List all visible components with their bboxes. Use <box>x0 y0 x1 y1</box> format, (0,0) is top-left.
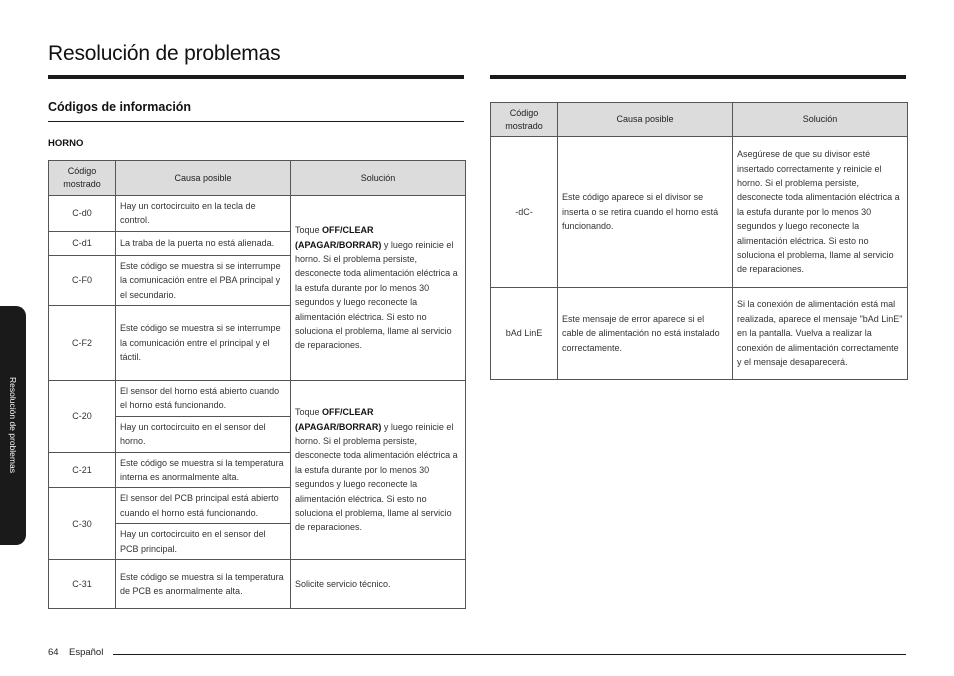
solution-text: y luego reinicie el horno. Si el problema persiste, desconecte toda alimentación eléctrica a la estufa durante por lo menos 30 segundos y luego reconecte la alimentación eléctrica. Si esto no soluciona el problema, llame al servicio de reparaciones. <box>295 239 458 351</box>
solution-key-name: OFF/CLEAR (APAGAR/BORRAR) <box>295 225 382 250</box>
code-cell: C-21 <box>49 452 116 488</box>
table-row <box>49 560 466 609</box>
table-row <box>49 196 466 232</box>
cause-cell: Este código se muestra si se interrumpe la comunicación entre el principal y el táctil. <box>116 306 291 381</box>
code-cell: bAd LinE <box>491 288 558 380</box>
code-cell: C-20 <box>49 381 116 453</box>
table-row <box>49 381 466 417</box>
right-header-rule <box>490 75 906 79</box>
page-title: Resolución de problemas <box>48 42 281 65</box>
display-codes-table <box>490 102 908 380</box>
subheading-horno: HORNO <box>48 138 84 149</box>
cause-cell: Este código se muestra si la temperatura de PCB es anormalmente alta. <box>116 560 291 609</box>
cause-cell: Este mensaje de error aparece si el cable de alimentación no está instalado correctamente. <box>558 288 733 380</box>
solution-cell <box>291 196 466 381</box>
table-row <box>491 137 908 288</box>
table-row <box>491 288 908 380</box>
section-rule <box>48 121 464 122</box>
header-cause: Causa posible <box>116 161 291 196</box>
solution-cell <box>291 381 466 560</box>
cause-cell: Hay un cortocircuito en la tecla de control. <box>116 196 291 232</box>
solution-text: y luego reinicie el horno. Si el problema persiste, desconecte toda alimentación eléctrica a la estufa durante por lo menos 30 segundos y luego reconecte la alimentación eléctrica. Si esto no soluciona el problema, llame al servicio de reparaciones. <box>295 421 458 533</box>
solution-cell: Solicite servicio técnico. <box>291 560 466 609</box>
cause-cell: Este código se muestra si se interrumpe la comunicación entre el PBA principal y el secundario. <box>116 255 291 305</box>
solution-cell: Si la conexión de alimentación está mal realizada, aparece el mensaje "bAd LinE" en la pantalla. Vuelva a realizar la conexión de alimentación correctamente y el mensaje desaparecerá. <box>733 288 908 380</box>
code-cell: C-F0 <box>49 255 116 305</box>
footer-rule <box>113 654 906 655</box>
solution-key-name: OFF/CLEAR (APAGAR/BORRAR) <box>295 407 382 432</box>
table-header-row <box>491 103 908 137</box>
header-solution: Solución <box>291 161 466 196</box>
solution-cell: Asegúrese de que su divisor esté insertado correctamente y reinicie el horno. Si el problema persiste, desconecte toda alimentación eléctrica a la estufa durante por lo menos 30 segundos y luego reconecte la alimentación eléctrica. Si esto no soluciona el problema, llame al servicio de reparaciones. <box>733 137 908 288</box>
footer-language: Español <box>69 647 104 658</box>
header-code: Código mostrado <box>491 103 558 137</box>
solution-prefix: Toque <box>295 225 323 236</box>
code-cell: C-31 <box>49 560 116 609</box>
cause-cell: Este código aparece si el divisor se inserta o se retira cuando el horno está funcionando. <box>558 137 733 288</box>
cause-cell: Hay un cortocircuito en el sensor del horno. <box>116 416 291 452</box>
cause-cell: El sensor del horno está abierto cuando el horno está funcionando. <box>116 381 291 417</box>
code-cell: C-F2 <box>49 306 116 381</box>
section-title: Códigos de información <box>48 100 192 114</box>
code-cell: C-d1 <box>49 231 116 255</box>
oven-codes-table <box>48 160 466 609</box>
cause-cell: El sensor del PCB principal está abierto cuando el horno está funcionando. <box>116 488 291 524</box>
header-code: Código mostrado <box>49 161 116 196</box>
cause-cell: Hay un cortocircuito en el sensor del PCB principal. <box>116 524 291 560</box>
left-header-rule <box>48 75 464 79</box>
table-header-row <box>49 161 466 196</box>
code-cell: C-d0 <box>49 196 116 232</box>
header-cause: Causa posible <box>558 103 733 137</box>
header-solution: Solución <box>733 103 908 137</box>
cause-cell: La traba de la puerta no está alienada. <box>116 231 291 255</box>
side-chapter-label: Resolución de problemas <box>8 377 18 473</box>
page-number: 64 <box>48 647 59 658</box>
cause-cell: Este código se muestra si la temperatura interna es anormalmente alta. <box>116 452 291 488</box>
solution-prefix: Toque <box>295 407 323 418</box>
code-cell: C-30 <box>49 488 116 560</box>
code-cell: -dC- <box>491 137 558 288</box>
